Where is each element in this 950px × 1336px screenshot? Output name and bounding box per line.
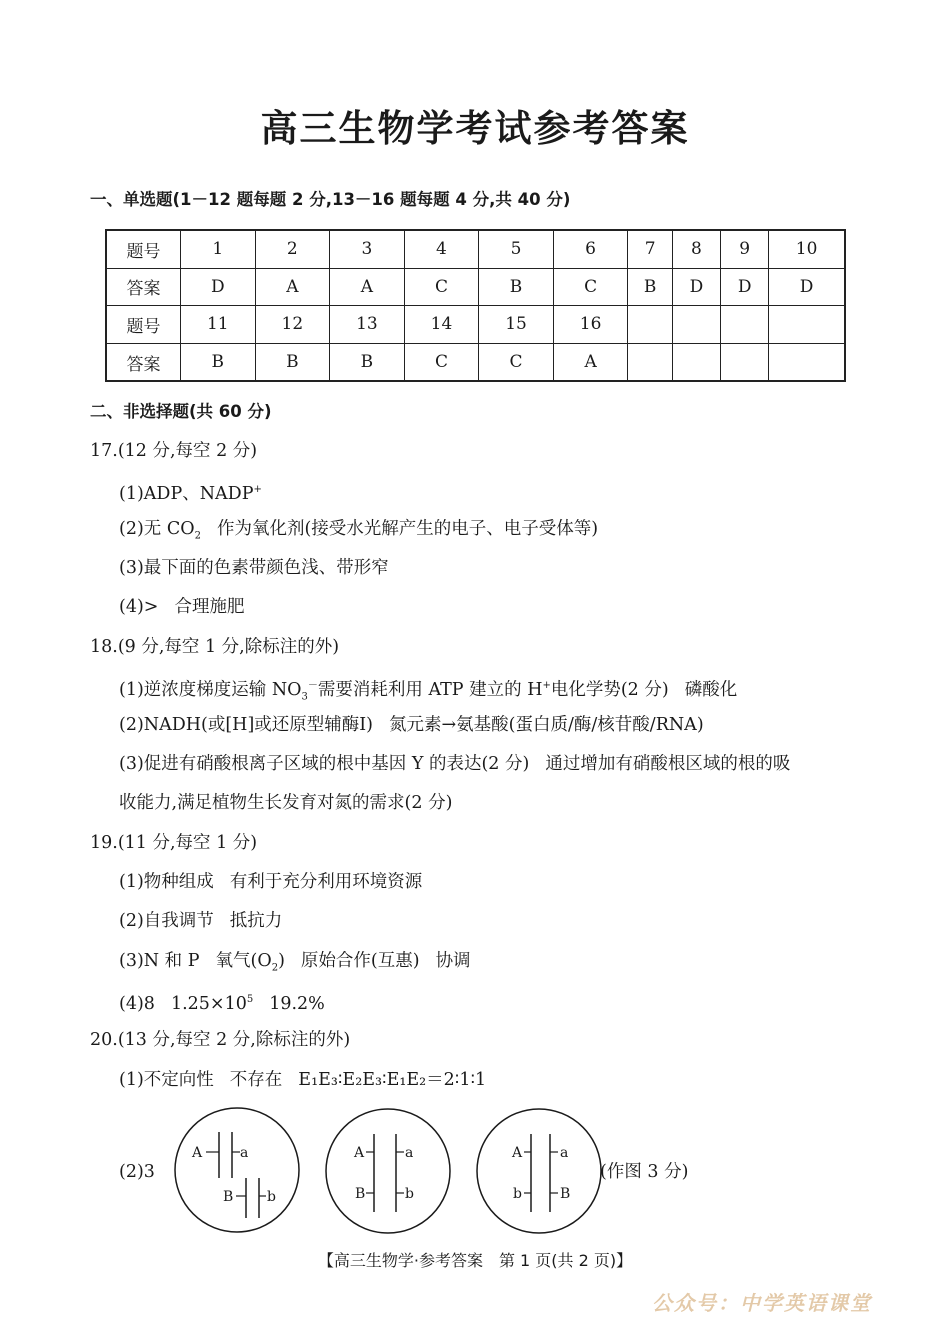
section2-heading: 二、非选择题(共 60 分) — [90, 402, 272, 421]
cell1-top-left-allele: A — [192, 1145, 203, 1161]
q20-header: 20.(13 分,每空 2 分,除标注的外) — [90, 1030, 351, 1050]
cell-diagram-1 — [175, 1108, 299, 1232]
cell2-top-right-allele: a — [405, 1145, 414, 1161]
table-cell: B — [628, 268, 672, 306]
watermark: 公众号：中学英语课堂 — [652, 1291, 872, 1315]
q17-header: 17.(12 分,每空 2 分) — [90, 441, 258, 461]
cell2-bottom-right-allele: b — [405, 1186, 414, 1202]
table-cell: 1 — [181, 230, 256, 268]
cell3-top-left-allele: A — [512, 1145, 523, 1161]
q18-answer-1: (1)逆浓度梯度运输 $NO_3^-$需要消耗利用 ATP 建立的 H+电化学势(2 分) 磷酸化 — [119, 679, 738, 703]
q19-answer-1: (1)物种组成 有利于充分利用环境资源 — [119, 872, 423, 892]
cell1-bottom-left-allele: B — [223, 1189, 234, 1205]
table-cell: 5 — [479, 230, 554, 268]
cell1-bottom-right-allele: b — [267, 1189, 276, 1205]
table-cell: 7 — [628, 230, 672, 268]
row-label: 题号 — [106, 230, 181, 268]
table-cell: 12 — [255, 306, 330, 344]
page-footer: 【高三生物学·参考答案 第 1 页(共 2 页)】 — [317, 1251, 633, 1270]
page-title: 高三生物学考试参考答案 — [260, 107, 690, 150]
table-cell: B — [330, 343, 405, 381]
table-cell: D — [672, 268, 720, 306]
table-cell: 10 — [769, 230, 845, 268]
cell1-top-right-allele: a — [240, 1145, 249, 1161]
row-label: 题号 — [106, 306, 181, 344]
q19-header: 19.(11 分,每空 1 分) — [90, 833, 258, 853]
table-cell: 6 — [553, 230, 628, 268]
table-cell: C — [404, 268, 479, 306]
table-cell: 3 — [330, 230, 405, 268]
table-cell: 8 — [672, 230, 720, 268]
cell-diagram-2 — [326, 1109, 450, 1233]
q19-answer-4: (4)8 $1.25\times 10^5$ 19.2% — [119, 993, 325, 1014]
table-cell: D — [721, 268, 769, 306]
q20-answer-1: (1)不定向性 不存在 E₁E₃∶E₂E₃∶E₁E₂＝2∶1∶1 — [119, 1070, 487, 1090]
table-cell — [769, 306, 845, 344]
table-cell: A — [255, 268, 330, 306]
table-cell: 13 — [330, 306, 405, 344]
q19-answer-3: (3)N 和 P 氧气$(O_2)$ 原始合作(互惠) 协调 — [119, 951, 471, 974]
section1-heading: 一、单选题(1－12 题每题 2 分,13－16 题每题 4 分,共 40 分) — [90, 190, 571, 209]
table-cell: D — [769, 268, 845, 306]
table-cell: 14 — [404, 306, 479, 344]
table-cell: 15 — [479, 306, 554, 344]
table-cell: 16 — [553, 306, 628, 344]
table-cell: 11 — [181, 306, 256, 344]
q17-answer-3: (3)最下面的色素带颜色浅、带形窄 — [119, 558, 389, 578]
table-cell — [672, 343, 720, 381]
cell-diagrams — [0, 1100, 950, 1240]
table-cell: B — [255, 343, 330, 381]
cell3-top-right-allele: a — [560, 1145, 569, 1161]
table-row — [106, 343, 845, 381]
q17-answer-2: (2)无 $CO_2$ 作为氧化剂(接受水光解产生的电子、电子受体等) — [119, 519, 599, 542]
table-cell: A — [553, 343, 628, 381]
table-cell — [721, 306, 769, 344]
table-cell — [628, 306, 672, 344]
table-cell: 2 — [255, 230, 330, 268]
row-label: 答案 — [106, 343, 181, 381]
answer-table — [105, 229, 846, 382]
q18-answer-3: (3)促进有硝酸根离子区域的根中基因 Y 的表达(2 分) 通过增加有硝酸根区域的根的吸 — [119, 754, 791, 774]
table-cell — [769, 343, 845, 381]
q19-answer-2: (2)自我调节 抵抗力 — [119, 911, 283, 931]
q17-answer-1: (1)ADP、NADP+ — [119, 483, 262, 504]
table-cell — [721, 343, 769, 381]
q18-header: 18.(9 分,每空 1 分,除标注的外) — [90, 637, 340, 657]
table-cell: C — [479, 343, 554, 381]
table-row — [106, 268, 845, 306]
table-cell: 4 — [404, 230, 479, 268]
cell3-bottom-right-allele: B — [560, 1186, 571, 1202]
table-cell: 9 — [721, 230, 769, 268]
row-label: 答案 — [106, 268, 181, 306]
table-cell — [672, 306, 720, 344]
cell-diagram-3 — [477, 1109, 601, 1233]
table-cell: C — [553, 268, 628, 306]
table-cell — [628, 343, 672, 381]
table-cell: B — [181, 343, 256, 381]
table-cell: C — [404, 343, 479, 381]
table-cell: D — [181, 268, 256, 306]
cell2-bottom-left-allele: B — [355, 1186, 366, 1202]
table-row — [106, 306, 845, 344]
q20-figure-note: (作图 3 分) — [600, 1162, 689, 1182]
q18-answer-3-cont: 收能力,满足植物生长发育对氮的需求(2 分) — [119, 793, 453, 813]
q17-answer-4: (4)> 合理施肥 — [119, 597, 245, 617]
cell2-top-left-allele: A — [354, 1145, 365, 1161]
table-cell: B — [479, 268, 554, 306]
q20-answer-2-label: (2)3 — [119, 1162, 155, 1182]
table-row — [106, 230, 845, 268]
table-cell: A — [330, 268, 405, 306]
cell3-bottom-left-allele: b — [513, 1186, 522, 1202]
q18-answer-2: (2)NADH(或[H]或还原型辅酶Ⅰ) 氮元素→氨基酸(蛋白质/酶/核苷酸/RNA) — [119, 715, 704, 735]
